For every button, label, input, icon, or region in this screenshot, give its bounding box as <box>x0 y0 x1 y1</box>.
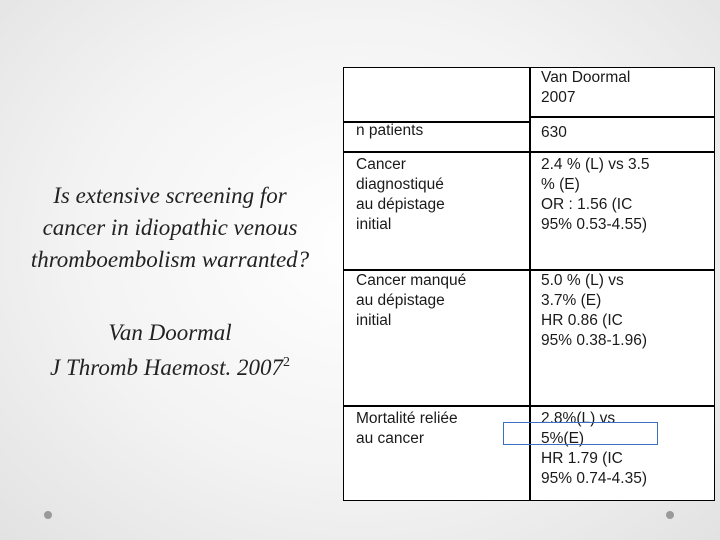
citation-journal <box>0 348 340 383</box>
citation-reference-number: 2 <box>282 355 290 370</box>
label-line: Cancer <box>356 156 406 173</box>
label-line: diagnostiqué <box>356 176 444 193</box>
table-label-cell <box>356 121 423 141</box>
value-line: 5.0 % (L) vs <box>541 272 624 289</box>
header-line: Van Doormal <box>541 69 631 86</box>
title-line: Is extensive screening for <box>53 183 287 208</box>
bullet-dot-icon <box>666 511 674 519</box>
table-row-divider <box>344 405 714 407</box>
value-line: OR : 1.56 (IC <box>541 196 633 213</box>
value-line: % (E) <box>541 176 580 193</box>
highlight-box <box>503 422 658 445</box>
table-value-cell <box>541 409 647 489</box>
table-label-cell <box>356 271 466 331</box>
value-line: 95% 0.74-4.35) <box>541 470 647 487</box>
label-line: au cancer <box>356 430 425 447</box>
table-header-cell <box>541 68 630 108</box>
value-line: 3.7% (E) <box>541 292 602 309</box>
value-line: 95% 0.53-4.55) <box>541 216 647 233</box>
table-row-divider <box>531 116 714 118</box>
label-line: initial <box>356 216 392 233</box>
title-line: cancer in idiopathic venous <box>42 215 298 240</box>
bullet-dot-icon <box>44 511 52 519</box>
label-line: au dépistage <box>356 292 445 309</box>
table-value-cell <box>541 123 567 143</box>
slide-title <box>0 180 340 276</box>
citation-journal-text: J Thromb Haemost. 2007 <box>50 355 283 380</box>
value-line: 2.4 % (L) vs 3.5 <box>541 156 650 173</box>
value-line: HR 1.79 (IC <box>541 450 623 467</box>
label-line: au dépistage <box>356 196 445 213</box>
table-label-cell <box>356 155 445 235</box>
citation <box>0 318 340 383</box>
header-line: 2007 <box>541 89 576 106</box>
value-line: 630 <box>541 124 567 141</box>
label-line: initial <box>356 312 392 329</box>
label-line: n patients <box>356 122 424 139</box>
title-line: thromboembolism warranted? <box>30 247 310 272</box>
table-value-cell <box>541 271 647 351</box>
label-line: Mortalité reliée <box>356 410 458 427</box>
value-line: 95% 0.38-1.96) <box>541 332 647 349</box>
value-line: 2.8%(L) vs <box>541 410 616 427</box>
citation-author: Van Doormal <box>108 320 232 345</box>
table-row-divider <box>344 151 714 153</box>
value-line: HR 0.86 (IC <box>541 312 623 329</box>
table-value-cell <box>541 155 650 235</box>
value-line: 5%(E) <box>541 430 585 447</box>
table-label-cell <box>356 409 458 449</box>
label-line: Cancer manqué <box>356 272 467 289</box>
